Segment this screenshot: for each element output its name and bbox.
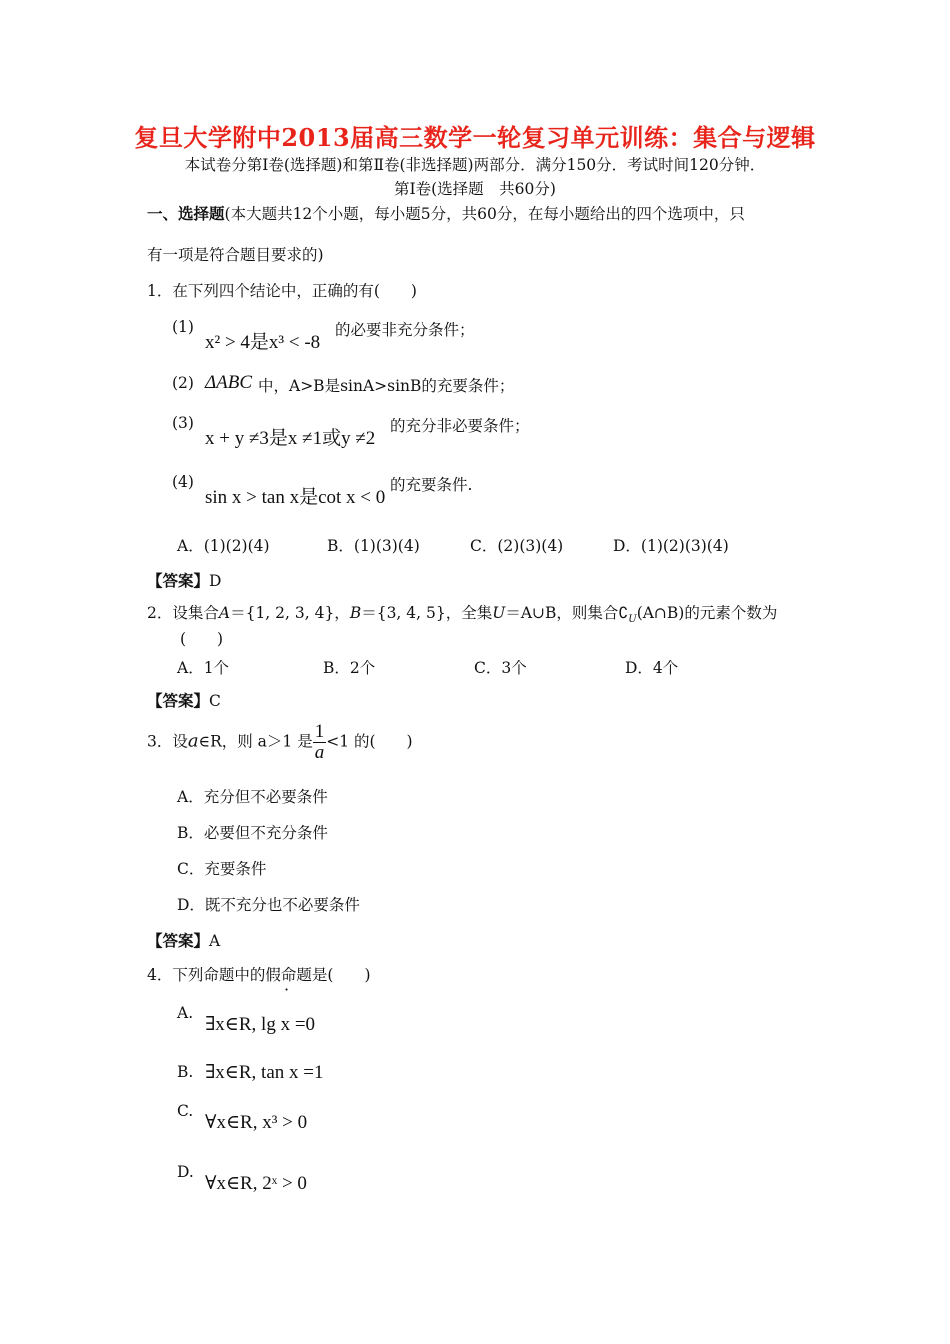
q1-s4-num: (4) <box>172 473 194 491</box>
q1-option-d[interactable]: D．(1)(2)(3)(4) <box>613 537 729 555</box>
q2-set-b: B <box>349 604 362 622</box>
exam-intro: 本试卷分第Ⅰ卷(选择题)和第Ⅱ卷(非选择题)两部分．满分150分．考试时间120分钟． <box>184 156 766 174</box>
q1-s1-num: (1) <box>172 318 194 336</box>
q4-option-b-math: ∃x∈R, tan x =1 <box>205 1062 324 1083</box>
part-one-heading: 第Ⅰ卷(选择题 共60分) <box>394 180 556 198</box>
q4-option-d-math: ∀x∈R, 2ˣ > 0 <box>205 1173 307 1194</box>
q2-complement-sub: U <box>628 614 637 626</box>
q3-stem <box>147 722 413 763</box>
q1-answer <box>147 569 221 591</box>
q4-option-a-math: ∃x∈R, lg x =0 <box>205 1014 316 1035</box>
q3-var-a: a <box>187 730 199 752</box>
q4-emphasis: 假命题 <box>265 966 312 984</box>
q1-s4-math: sin x > tan x是cot x < 0 <box>205 487 386 508</box>
q3-option-b[interactable]: B．必要但不充分条件 <box>177 824 328 842</box>
q3-stem-part: <1 的( ) <box>326 732 413 751</box>
q4-stem <box>147 963 371 985</box>
q4-stem-part: 是( ) <box>311 966 371 984</box>
q2-answer-value: C <box>209 692 221 710</box>
q3-stem-part: ∈R，则 a＞1 是 <box>198 732 313 751</box>
q4-option-a-label[interactable]: A. <box>177 1004 194 1022</box>
q2-paren: ( ) <box>180 630 224 648</box>
q1-s2-math: ΔABC <box>205 372 253 393</box>
q3-fraction <box>313 722 327 763</box>
q1-option-a[interactable]: A．(1)(2)(4) <box>177 537 270 555</box>
q2-stem-part: 2．设集合 <box>147 604 219 622</box>
q2-stem-part: ＝A∪B，则集合∁ <box>505 604 629 622</box>
q3-option-d[interactable]: D．既不充分也不必要条件 <box>177 896 360 914</box>
q1-answer-value: D <box>209 572 222 590</box>
q3-answer <box>147 929 220 951</box>
q3-option-a[interactable]: A．充分但不必要条件 <box>177 788 328 806</box>
q3-frac-num: 1 <box>314 721 325 742</box>
q1-s2-text: 中，A>B是sinA>sinB的充要条件； <box>258 377 515 395</box>
q2-option-b[interactable]: B．2个 <box>323 659 376 677</box>
q3-option-c[interactable]: C．充要条件 <box>177 860 267 878</box>
q2-option-c[interactable]: C．3个 <box>474 659 527 677</box>
q3-stem-part: 3．设 <box>147 732 188 751</box>
q1-s4-text: 的充要条件. <box>390 476 473 494</box>
q3-answer-value: A <box>209 932 221 950</box>
q2-stem-part: (A∩B)的元素个数为 <box>636 604 778 622</box>
q1-stem: 1．在下列四个结论中，正确的有( ) <box>147 282 417 300</box>
section-desc-2: 有一项是符合题目要求的) <box>147 246 324 264</box>
answer-label: 【答案】 <box>147 691 210 710</box>
document-title: 复旦大学附中2013届高三数学一轮复习单元训练：集合与逻辑 <box>134 123 816 152</box>
q3-frac-den: a <box>314 742 325 763</box>
q4-option-d-label[interactable]: D. <box>177 1163 194 1181</box>
q2-option-d[interactable]: D．4个 <box>625 659 679 677</box>
q1-s3-math: x + y ≠3是x ≠1或y ≠2 <box>205 428 376 449</box>
q2-answer <box>147 689 221 711</box>
q2-set-a: A <box>218 604 231 622</box>
q1-s2-num: (2) <box>172 374 194 392</box>
section-heading <box>147 202 745 224</box>
answer-label: 【答案】 <box>147 931 210 950</box>
q2-stem-part: ＝{1, 2, 3, 4}， <box>230 604 350 622</box>
q1-s1-math: x² > 4是x³ < -8 <box>205 332 321 353</box>
answer-label: 【答案】 <box>147 571 210 590</box>
q4-option-c-label[interactable]: C. <box>177 1102 194 1120</box>
section-desc-1: (本大题共12个小题，每小题5分，共60分，在每小题给出的四个选项中，只 <box>224 205 745 223</box>
q1-option-c[interactable]: C．(2)(3)(4) <box>470 537 564 555</box>
q2-stem <box>147 601 777 625</box>
q1-s1-text: 的必要非充分条件； <box>335 321 475 339</box>
q1-option-b[interactable]: B．(1)(3)(4) <box>327 537 420 555</box>
q2-stem-part: ＝{3, 4, 5}，全集 <box>361 604 493 622</box>
section-label: 一、选择题 <box>147 204 225 223</box>
q2-option-a[interactable]: A．1个 <box>177 659 230 677</box>
q4-option-c-math: ∀x∈R, x³ > 0 <box>205 1112 308 1133</box>
q2-set-u: U <box>492 604 506 622</box>
q4-option-b-label[interactable]: B. <box>177 1063 194 1081</box>
q1-s3-text: 的充分非必要条件； <box>390 417 530 435</box>
q1-s3-num: (3) <box>172 414 194 432</box>
q4-stem-part: 4．下列命题中的 <box>147 966 266 984</box>
